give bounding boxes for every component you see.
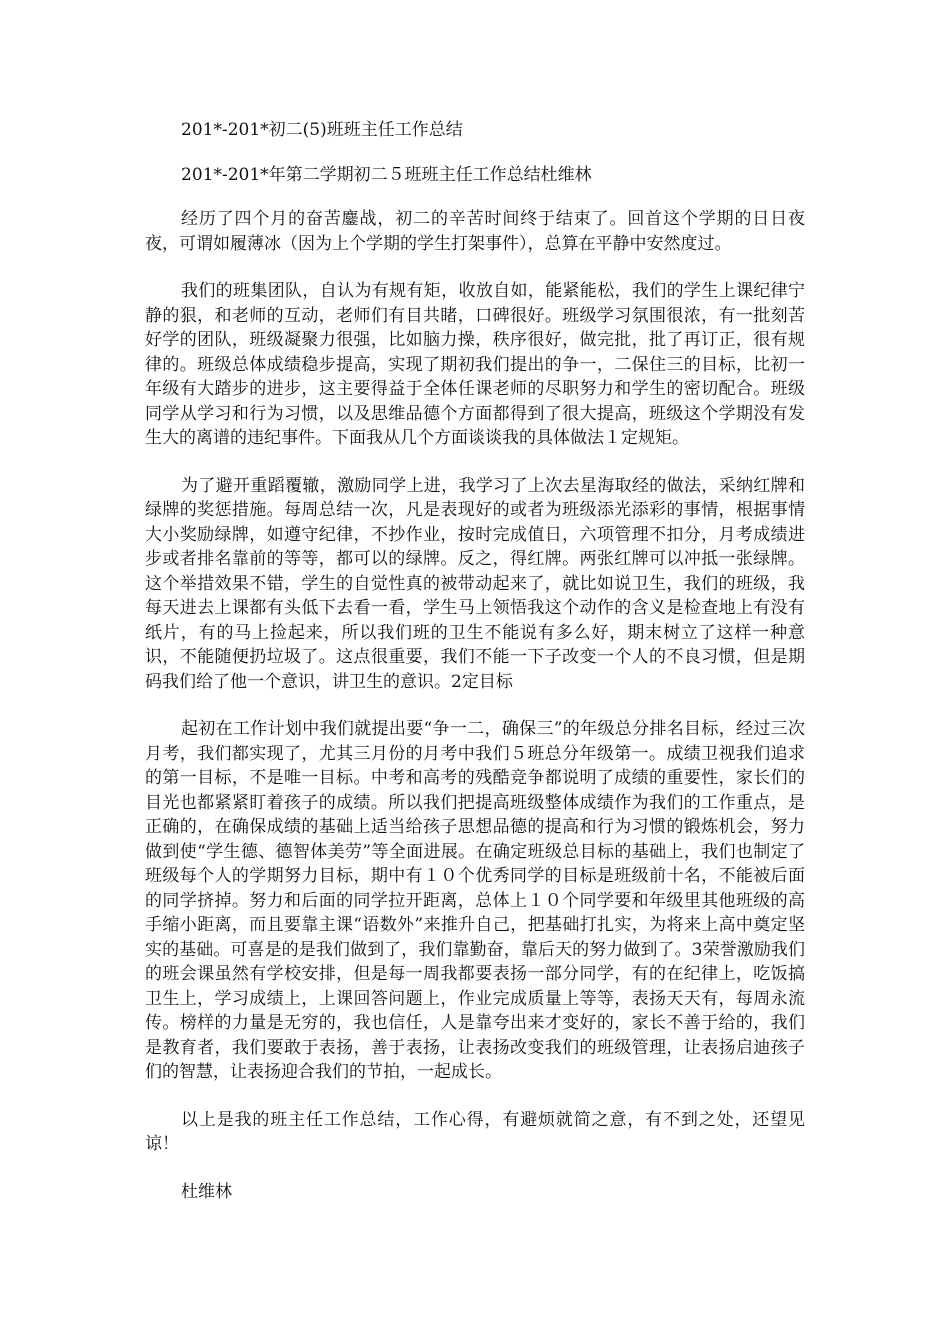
paragraph-closing: 以上是我的班主任工作总结，工作心得，有避烦就简之意，有不到之处，还望见谅！	[145, 1109, 805, 1154]
document-subtitle: 201*-201*年第二学期初二５班班主任工作总结杜维林	[181, 164, 592, 185]
paragraph-goals: 起初在工作计划中我们就提出要“争一二，确保三”的年级总分排名目标，经过三次月考，我们都实现了，尤其三月份的月考中我们５班总分年级第一。成绩卫视我们追求的第一目标，不是唯一目标。中考和高考的残酷竞争都说明了成绩的重要性，家长们的目光也都紧紧盯着孩子的成绩。所以我们把提高班级整体成绩作为我们的工作重点，是正确的，在确保成绩的基础上适当给孩子思想品德的提高和行为习惯的锻炼机会，努力做到使“学生德、德智体美劳”等全面进展。在确定班级总目标的基础上，我们也制定了班级每个人的学期努力目标，期中有１０个优秀同学的目标是班级前十名，不能被后面的同学挤掉。努力和后面的同学拉开距离，总体上１０个同学要和年级里其他班级的高手缩小距离，而且要靠主课“语数外”来推升自己，把基础打扎实，为将来上高中奠定坚实的基础。可喜是的是我们做到了，我们靠勤奋，靠后天的努力做到了。3荣誉激励我们的班会课虽然有学校安排，但是每一周我都要表扬一部分同学，有的在纪律上，吃饭搞卫生上，学习成绩上，上课回答问题上，作业完成质量上等等，表扬天天有，每周永流传。榜样的力量是无穷的，我也信任，人是靠夸出来才变好的，家长不善于给的，我们是教育者，我们要敢于表扬，善于表扬，让表扬改变我们的班级管理，让表扬启迪孩子们的智慧，让表扬迎合我们的节拍，一起成长。	[145, 719, 805, 1082]
document-page	[145, 118, 805, 1204]
paragraph-intro: 经历了四个月的奋苦鏖战，初二的辛苦时间终于结束了。回首这个学期的日日夜夜，可谓如履薄冰（因为上个学期的学生打架事件），总算在平静中安然度过。	[145, 209, 805, 254]
paragraph-class-team: 我们的班集团队，自认为有规有矩，收放自如，能紧能松，我们的学生上课纪律宁静的狠，和老师的互动，老师们有目共睹，口碑很好。班级学习氛围很浓，有一批刻苦好学的团队，班级凝聚力很强，比如脑力操，秩序很好，做完批，批了再订正，很有规律的。班级总体成绩稳步提高，实现了期初我们提出的争一，二保住三的目标，比初一年级有大踏步的进步，这主要得益于全体任课老师的尽职努力和学生的密切配合。班级同学从学习和行为习惯，以及思维品德个方面都得到了很大提高，班级这个学期没有发生大的离谱的违纪事件。下面我从几个方面谈谈我的具体做法１定规矩。	[145, 281, 805, 448]
document-title: 201*-201*初二(5)班班主任工作总结	[181, 120, 463, 140]
signature: 杜维林	[181, 1181, 232, 1202]
paragraph-rules: 为了避开重蹈覆辙，激励同学上进，我学习了上次去星海取经的做法，采纳红牌和绿牌的奖惩措施。每周总结一次，凡是表现好的或者为班级添光添彩的事情，根据事情大小奖励绿牌，如遵守纪律，不抄作业，按时完成值日，六项管理不扣分，月考成绩进步或者排名靠前的等等，都可以的绿牌。反之，得红牌。两张红牌可以冲抵一张绿牌。这个举措效果不错，学生的自觉性真的被带动起来了，就比如说卫生，我们的班级，我每天进去上课都有头低下去看一看，学生马上领悟我这个动作的含义是检查地上有没有纸片，有的马上捡起来，所以我们班的卫生不能说有多么好，期末树立了这样一种意识，不能随便扔垃圾了。这点很重要，我们不能一下子改变一个人的不良习惯，但是期码我们给了他一个意识，讲卫生的意识。2定目标	[145, 475, 805, 692]
